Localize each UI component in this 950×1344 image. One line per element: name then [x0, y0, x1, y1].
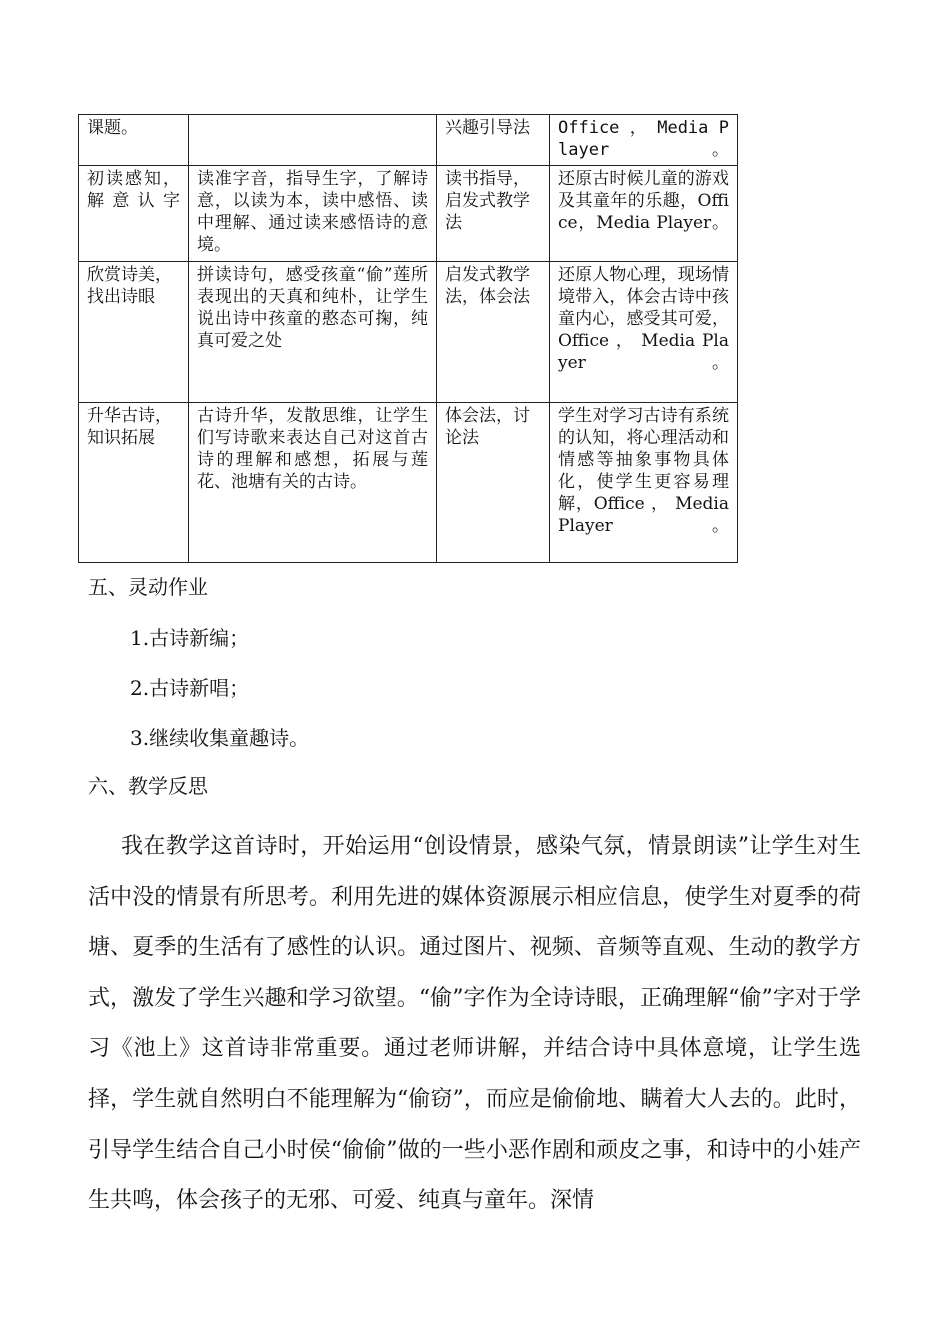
table-row — [79, 262, 738, 403]
list-item: 1.古诗新编； — [130, 626, 250, 650]
media-cell: 还原古时候儿童的游戏及其童年的乐趣，Office，Media Player。 — [550, 166, 738, 262]
list-item: 3.继续收集童趣诗。 — [130, 726, 310, 750]
stage-cell: 课题。 — [79, 115, 189, 166]
method-cell: 兴趣引导法 — [437, 115, 550, 166]
lesson-plan-table — [78, 114, 738, 563]
method-cell: 体会法，讨论法 — [437, 403, 550, 563]
content-cell: 读准字音，指导生字，了解诗意，以读为本，读中感悟、读中理解、通过读来感悟诗的意境。 — [189, 166, 437, 262]
list-item: 2.古诗新唱； — [130, 676, 250, 700]
method-cell: 启发式教学法，体会法 — [437, 262, 550, 403]
table-row — [79, 115, 738, 166]
method-cell: 读书指导，启发式教学法 — [437, 166, 550, 262]
media-cell: 学生对学习古诗有系统的认知，将心理活动和情感等抽象事物具体化，使学生更容易理解，Office ， Media Player。 — [550, 403, 738, 563]
media-cell: Office ， Media Player。 — [550, 115, 738, 166]
stage-cell: 初读感知，解意认字 — [79, 166, 189, 262]
content-cell: 拼读诗句，感受孩童“偷”莲所表现出的天真和纯朴，让学生说出诗中孩童的憨态可掬，纯真可爱之处 — [189, 262, 437, 403]
stage-cell: 升华古诗，知识拓展 — [79, 403, 189, 563]
content-cell: 古诗升华，发散思维，让学生们写诗歌来表达自己对这首古诗的理解和感想，拓展与莲花、池塘有关的古诗。 — [189, 403, 437, 563]
reflection-paragraph: 我在教学这首诗时，开始运用“创设情景，感染气氛，情景朗读”让学生对生活中没的情景有所思考。利用先进的媒体资源展示相应信息，使学生对夏季的荷塘、夏季的生活有了感性的认识。通过图片、视频、音频等直观、生动的教学方式，激发了学生兴趣和学习欲望。“偷”字作为全诗诗眼，正确理解“偷”字对于学习《池上》这首诗非常重要。通过老师讲解，并结合诗中具体意境，让学生选择，学生就自然明白不能理解为“偷窃”，而应是偷偷地、瞒着大人去的。此时，引导学生结合自己小时侯“偷偷”做的一些小恶作剧和顽皮之事，和诗中的小娃产生共鸣，体会孩子的无邪、可爱、纯真与童年。深情 — [88, 834, 861, 1214]
stage-cell: 欣赏诗美，找出诗眼 — [79, 262, 189, 403]
table-row — [79, 166, 738, 262]
table-row — [79, 403, 738, 563]
media-cell: 还原人物心理，现场情境带入，体会古诗中孩童内心，感受其可爱，Office ， Media Player。 — [550, 262, 738, 403]
section-heading-homework: 五、灵动作业 — [88, 575, 208, 599]
section-heading-reflection: 六、教学反思 — [88, 774, 208, 798]
content-cell — [189, 115, 437, 166]
